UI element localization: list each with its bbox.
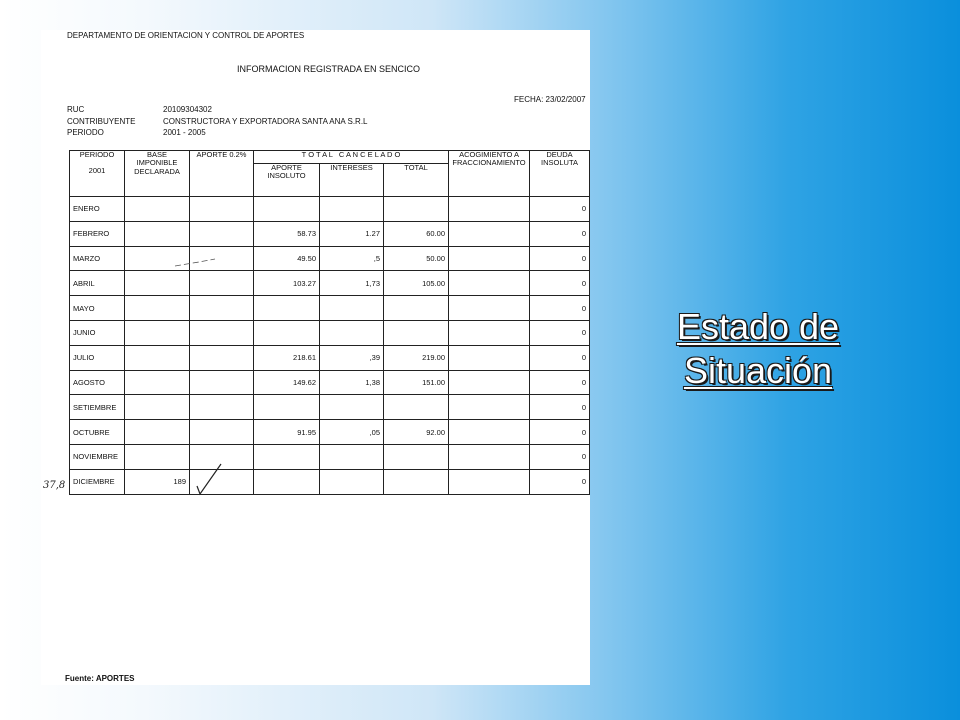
acogimiento-cell <box>449 345 530 370</box>
insoluto-cell <box>254 395 320 420</box>
total-cell: 50.00 <box>384 246 449 271</box>
insoluto-cell <box>254 444 320 469</box>
periodo-value: 2001 - 2005 <box>163 128 206 137</box>
header-intereses: INTERESES <box>320 164 384 197</box>
month-cell: DICIEMBRE <box>70 469 125 494</box>
base-cell <box>125 221 190 246</box>
insoluto-cell: 103.27 <box>254 271 320 296</box>
month-cell: ENERO <box>70 197 125 222</box>
intereses-cell: 1,73 <box>320 271 384 296</box>
table-row <box>70 221 590 246</box>
deuda-cell: 0 <box>530 246 590 271</box>
deuda-cell: 0 <box>530 221 590 246</box>
intereses-cell <box>320 320 384 345</box>
deuda-cell: 0 <box>530 395 590 420</box>
acogimiento-cell <box>449 246 530 271</box>
insoluto-cell <box>254 469 320 494</box>
intereses-cell <box>320 296 384 321</box>
aporte-cell <box>190 197 254 222</box>
insoluto-cell: 91.95 <box>254 420 320 445</box>
table-row <box>70 469 590 494</box>
header-total: TOTAL <box>384 164 449 197</box>
header-base-imponible: BASE IMPONIBLE DECLARADA <box>125 151 190 197</box>
deuda-cell: 0 <box>530 444 590 469</box>
base-cell <box>125 395 190 420</box>
total-cell <box>384 320 449 345</box>
base-cell <box>125 444 190 469</box>
acogimiento-cell <box>449 395 530 420</box>
intereses-cell: ,05 <box>320 420 384 445</box>
header-total-cancelado: T O T A L C A N C E L A D O <box>254 151 449 164</box>
intereses-cell: ,5 <box>320 246 384 271</box>
ruc-label: RUC <box>67 105 85 114</box>
deuda-cell: 0 <box>530 197 590 222</box>
aporte-cell <box>190 345 254 370</box>
base-cell <box>125 370 190 395</box>
month-cell: SETIEMBRE <box>70 395 125 420</box>
department-heading: DEPARTAMENTO DE ORIENTACION Y CONTROL DE APORTES <box>67 31 305 40</box>
document-footer: Fuente: APORTES <box>65 674 135 683</box>
insoluto-cell <box>254 296 320 321</box>
table-row <box>70 197 590 222</box>
deuda-cell: 0 <box>530 370 590 395</box>
total-cell <box>384 197 449 222</box>
header-deuda-insoluta: DEUDA INSOLUTA <box>530 151 590 197</box>
table-row <box>70 320 590 345</box>
acogimiento-cell <box>449 320 530 345</box>
total-cell: 105.00 <box>384 271 449 296</box>
base-cell: 189 <box>125 469 190 494</box>
insoluto-cell: 218.61 <box>254 345 320 370</box>
aportes-table <box>69 150 590 495</box>
slide-title-line2: Situación <box>683 350 833 391</box>
base-cell <box>125 320 190 345</box>
aporte-cell <box>190 296 254 321</box>
month-cell: ABRIL <box>70 271 125 296</box>
month-cell: MARZO <box>70 246 125 271</box>
aporte-cell <box>190 420 254 445</box>
periodo-label: PERIODO <box>67 128 104 137</box>
intereses-cell: 1,38 <box>320 370 384 395</box>
table-row <box>70 370 590 395</box>
month-cell: NOVIEMBRE <box>70 444 125 469</box>
document-title: INFORMACION REGISTRADA EN SENCICO <box>237 64 421 74</box>
acogimiento-cell <box>449 221 530 246</box>
base-cell <box>125 420 190 445</box>
header-acogimiento: ACOGIMIENTO A FRACCIONAMIENTO <box>449 151 530 197</box>
table-row <box>70 444 590 469</box>
pen-stroke-mark <box>171 256 221 270</box>
month-cell: JULIO <box>70 345 125 370</box>
total-cell <box>384 444 449 469</box>
aporte-cell <box>190 395 254 420</box>
insoluto-cell: 58.73 <box>254 221 320 246</box>
acogimiento-cell <box>449 271 530 296</box>
aporte-cell <box>190 271 254 296</box>
acogimiento-cell <box>449 420 530 445</box>
insoluto-cell <box>254 197 320 222</box>
table-row <box>70 296 590 321</box>
table-row <box>70 271 590 296</box>
table-row <box>70 395 590 420</box>
month-cell: JUNIO <box>70 320 125 345</box>
acogimiento-cell <box>449 444 530 469</box>
slide-title-line1: Estado de <box>676 306 840 347</box>
deuda-cell: 0 <box>530 420 590 445</box>
total-cell: 151.00 <box>384 370 449 395</box>
intereses-cell: ,39 <box>320 345 384 370</box>
month-cell: FEBRERO <box>70 221 125 246</box>
insoluto-cell: 49.50 <box>254 246 320 271</box>
contribuyente-value: CONSTRUCTORA Y EXPORTADORA SANTA ANA S.R.L <box>163 117 368 126</box>
base-cell <box>125 296 190 321</box>
header-periodo: PERIODO 2001 <box>70 151 125 197</box>
slide-title <box>648 305 868 393</box>
total-cell: 92.00 <box>384 420 449 445</box>
handwritten-note: 37,8 <box>43 480 66 491</box>
acogimiento-cell <box>449 296 530 321</box>
insoluto-cell <box>254 320 320 345</box>
ruc-value: 20109304302 <box>163 105 212 114</box>
month-cell: AGOSTO <box>70 370 125 395</box>
total-cell <box>384 469 449 494</box>
table-row <box>70 420 590 445</box>
insoluto-cell: 149.62 <box>254 370 320 395</box>
base-cell <box>125 197 190 222</box>
intereses-cell <box>320 197 384 222</box>
intereses-cell <box>320 395 384 420</box>
deuda-cell: 0 <box>530 469 590 494</box>
deuda-cell: 0 <box>530 271 590 296</box>
acogimiento-cell <box>449 370 530 395</box>
table-row <box>70 246 590 271</box>
header-aporte-insoluto: APORTE INSOLUTO <box>254 164 320 197</box>
table-row <box>70 345 590 370</box>
contribuyente-label: CONTRIBUYENTE <box>67 117 136 126</box>
aporte-cell <box>190 370 254 395</box>
aporte-cell <box>190 221 254 246</box>
document-date: FECHA: 23/02/2007 <box>514 95 586 104</box>
total-cell: 60.00 <box>384 221 449 246</box>
base-cell <box>125 271 190 296</box>
intereses-cell <box>320 469 384 494</box>
scanned-document <box>41 30 590 685</box>
deuda-cell: 0 <box>530 320 590 345</box>
deuda-cell: 0 <box>530 345 590 370</box>
intereses-cell: 1.27 <box>320 221 384 246</box>
month-cell: OCTUBRE <box>70 420 125 445</box>
acogimiento-cell <box>449 197 530 222</box>
intereses-cell <box>320 444 384 469</box>
checkmark-icon <box>191 460 227 496</box>
total-cell <box>384 395 449 420</box>
base-cell <box>125 345 190 370</box>
total-cell: 219.00 <box>384 345 449 370</box>
header-aporte: APORTE 0.2% <box>190 151 254 197</box>
total-cell <box>384 296 449 321</box>
deuda-cell: 0 <box>530 296 590 321</box>
month-cell: MAYO <box>70 296 125 321</box>
aporte-cell <box>190 320 254 345</box>
acogimiento-cell <box>449 469 530 494</box>
